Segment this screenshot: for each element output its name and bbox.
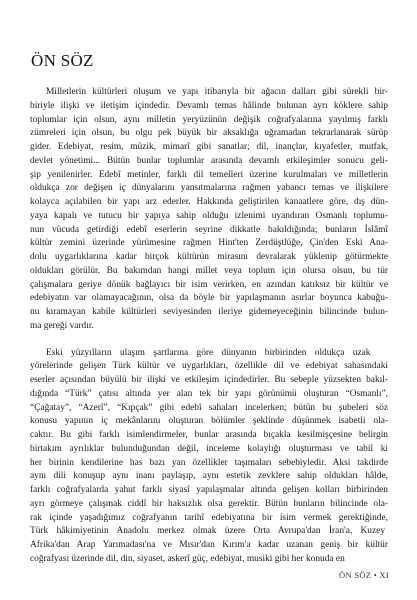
paragraph-gap	[30, 334, 388, 347]
text-line: “Çağatay”, “Azerî”, “Kıpçak” gibi edebî sahaları incelerken; bütün bu şubeleri söz	[30, 402, 388, 413]
text-line: edebiyatın var olamayacağının, olsa da böyle bir yapılaşmanın asırlar boyunca kabuğu-	[30, 293, 388, 304]
text-line: kültür zemini üzerinde yürümesine rağmen Hint'ten Zerdüştlüğe, Çin'den Eski Ana-	[30, 238, 388, 249]
text-line: coğrafyası üzerinde dil, din, siyaset, askerî güç, edebiyat, musiki gibi her konuda en	[30, 553, 345, 564]
paragraph	[30, 86, 388, 334]
text-line: kolayca açılabilen bir yapı arz ederler. Hakkında geliştirilen kanaatlere göre, dış dün-	[30, 197, 388, 207]
text-line: oldukça zor değişen iç dünyalarını yansıtmalarına rağmen yabancı temas ve ilişkilere	[30, 183, 388, 194]
text-line: farklı coğrafyalarda yahut farklı siyasî yapılaşmalar altında gelişen kolları birbirinden	[30, 485, 388, 495]
text-line: oldukları görülür. Bu bakımdan hangi millet veya toplum için olursa olsun, bu tür	[30, 265, 388, 276]
text-line: nun vücuda getirdiği edebî eserlerin seyrine dikkatle bakıldığında; bunların İslâmî	[30, 224, 388, 235]
text-line: yörelerinde gelişen Türk kültür ve uygarlıkları, özellikle dil ve edebiyat sahasındaki	[30, 361, 388, 372]
text-line: ayrı görmeye çalışmak ciddî bir haksızlık olsa gerektir. Bütün bunların bilincinde ola-	[30, 498, 388, 509]
text-line: nu kıramayan kabile kültürleri seviyesinden ileriye gidemeyeceğinin bilincinde bulun-	[30, 307, 388, 317]
paragraph	[30, 347, 388, 567]
text-line: çalışmalara geriye dönük bağlayıcı bir isim verirken, en azından katıksız bir kültür ve	[30, 279, 388, 290]
text-line: birtakım ayrılıklar bulunduğundan değil, inceleme kolaylığı oluşturması ve tabiî ki	[30, 443, 388, 454]
text-line: ma gereği vardır.	[30, 320, 94, 331]
text-line: rak içinde yaşadığımız coğrafyanın tarihî edebiyatına bir isim vermek gerektiğinde,	[30, 512, 388, 523]
text-line: konusu yapının iç mekânlarını oluşturan bölümler şeklinde düşünmek isabetli ola-	[30, 416, 388, 427]
text-line: biriyle ilişki ve iletişim içindedir. Devamlı temas hâlinde bulunan ayrı köklere sahip	[30, 100, 388, 111]
body-text	[30, 86, 388, 567]
page-footer: ÖN SÖZ • XI	[339, 570, 389, 580]
text-line: eserler açısından büyülü bir ilişki ve etkileşim içindedirler. Bu sebeple yüzsekten bakıl-	[30, 375, 388, 385]
text-line: zümreleri için olsun, bu olgu pek büyük bir aksaklığa uğramadan tekrarlanarak sürüp	[30, 128, 388, 139]
text-line: toplumlar için olsun, aynı milletin yeryüzünün değişik coğrafyalarına yayılmış farklı	[30, 114, 388, 125]
text-line: şip yenilenirler. Edebî metinler, farklı dil temelleri üzerine kurulmaları ve milletlerin	[30, 169, 388, 180]
text-line: devlet yönetimi... Bütün bunlar toplumlar arasında devamlı etkileşimler sonucu geli-	[30, 155, 388, 166]
text-line: caktır. Bu gibi farklı isimlendirmeler, bunlar arasında bıçakla kesilmişçesine belirgin	[30, 430, 388, 440]
text-line: yaya kapalı ve tutucu bir yapıya sahip olduğu izlenimi uyandıran Osmanlı toplumu-	[30, 210, 388, 221]
text-line: dolu uygarlıklarına kadar birçok kültürün mirasını devralarak yüklenip götürmekte	[30, 252, 388, 262]
text-line: her birinin kendilerine has bazı yan özellikler taşımaları sebebiyledir. Aksi takdirde	[30, 457, 388, 468]
text-line: aynı dili konuşup aynı inanı paylaşıp, aynı estetik zevklere sahip oldukları hâlde,	[30, 471, 388, 482]
text-line: Türk hâkimiyetinin Anadolu merkez olmak üzere Orta Avrupa'dan İran'a, Kuzey	[30, 526, 386, 537]
text-line: Milletlerin kültürleri oluşum ve yapı itibarıyla bir ağacın dalları gibi sürekli bir-	[46, 87, 388, 97]
text-line: gider. Edebiyat, resim, müzik, mimarî gibi sanatlar; dil, inançlar, kıyafetler, mutfak,	[30, 142, 388, 152]
text-line: Afrika'dan Arap Yarımadası'na ve Mısır'dan Kırım'a kadar uzanan geniş bir kültür	[30, 540, 388, 550]
text-line: Eski yüzyılların ulaşım şartlarına göre dünyanın birbirinden oldukça uzak	[46, 347, 371, 358]
text-line: dığında “Türk” çatısı altında yer alan tek bir yapı görünümü oluşturan “Osmanlı”,	[30, 388, 388, 399]
page-title: ÖN SÖZ	[31, 51, 94, 71]
